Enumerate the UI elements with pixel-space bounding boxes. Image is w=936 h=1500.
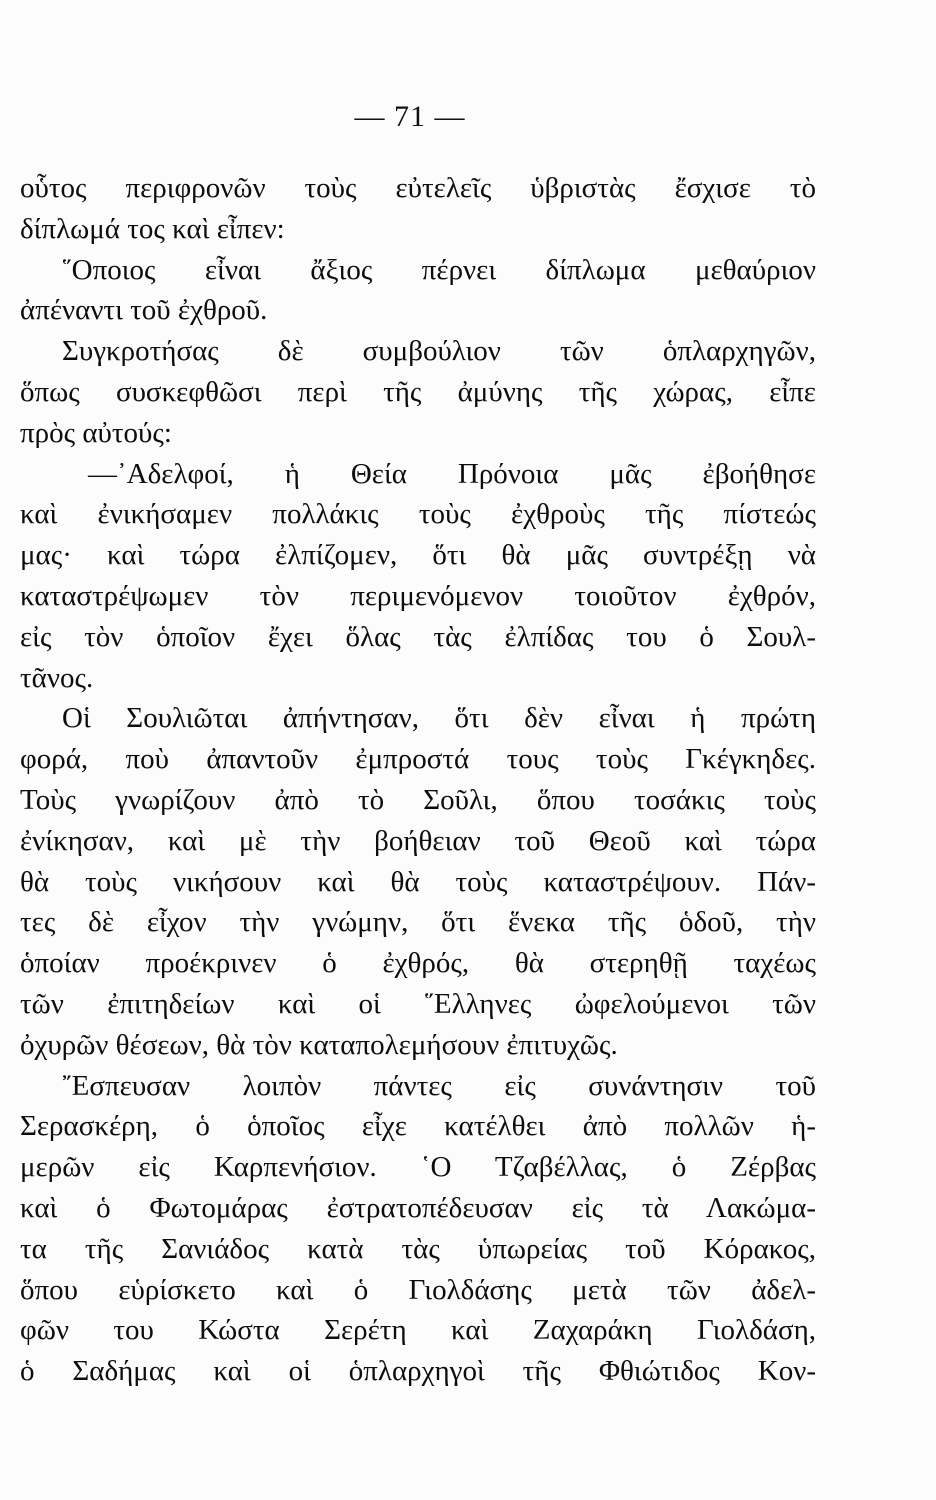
text-line: ὅπως συσκεφθῶσι περὶ τῆς ἀμύνης τῆς χώρας, εἶπε — [20, 375, 816, 408]
text-line: ἐνίκησαν, καὶ μὲ τὴν βοήθειαν τοῦ Θεοῦ καὶ τώρα — [20, 824, 816, 857]
text-line: ὁποίαν προέκρινεν ὁ ἐχθρός, θὰ στερηθῇ ταχέως — [20, 947, 816, 980]
text-line: πρὸς αὐτούς: — [20, 416, 172, 449]
text-line: εἰς τὸν ὁποῖον ἔχει ὅλας τὰς ἐλπίδας του ὁ Σουλ- — [20, 620, 816, 653]
text-line: φορά, ποὺ ἀπαντοῦν ἐμπροστά τους τοὺς Γκέγκηδες. — [20, 743, 816, 776]
text-line: —᾿Αδελφοί, ἡ Θεία Πρόνοια μᾶς ἐβοήθησε — [88, 457, 816, 490]
text-line: καταστρέψωμεν τὸν περιμενόμενον τοιοῦτον ἐχθρόν, — [20, 579, 816, 612]
text-line: ῎Εσπευσαν λοιπὸν πάντες εἰς συνάντησιν τοῦ — [62, 1069, 816, 1102]
text-line: ὁ Σαδήμας καὶ οἱ ὁπλαρχηγοὶ τῆς Φθιώτιδος Κον- — [20, 1355, 816, 1388]
text-line: ἀπέναντι τοῦ ἐχθροῦ. — [20, 294, 268, 327]
text-line: Οἱ Σουλιῶται ἀπήντησαν, ὅτι δὲν εἶναι ἡ πρώτη — [62, 702, 816, 735]
page-number: — 71 — — [354, 100, 466, 133]
text-line: οὗτος περιφρονῶν τοὺς εὐτελεῖς ὑβριστὰς ἔσχισε τὸ — [20, 172, 816, 204]
text-line: μας· καὶ τώρα ἐλπίζομεν, ὅτι θὰ μᾶς συντρέξῃ νὰ — [20, 539, 816, 572]
text-line: τα τῆς Σανιάδος κατὰ τὰς ὑπωρείας τοῦ Κόρακος, — [20, 1232, 816, 1265]
text-line: ὀχυρῶν θέσεων, θὰ τὸν καταπολεμήσουν ἐπιτυχῶς. — [20, 1028, 618, 1061]
text-line: Συγκροτήσας δὲ συμβούλιον τῶν ὁπλαρχηγῶν, — [62, 335, 816, 368]
text-line: φῶν του Κώστα Σερέτη καὶ Ζαχαράκη Γιολδάση, — [20, 1314, 816, 1347]
text-line: μερῶν εἰς Καρπενήσιον. ῾Ο Τζαβέλλας, ὁ Ζέρβας — [20, 1151, 816, 1184]
text-line: καὶ ἐνικήσαμεν πολλάκις τοὺς ἐχθροὺς τῆς πίστεώς — [20, 498, 816, 531]
text-line: δίπλωμά τος καὶ εἶπεν: — [20, 212, 285, 245]
text-line: τᾶνος. — [20, 661, 94, 694]
text-line: καὶ ὁ Φωτομάρας ἐστρατοπέδευσαν εἰς τὰ Λακώμα- — [20, 1191, 816, 1224]
text-line: Τοὺς γνωρίζουν ἀπὸ τὸ Σοῦλι, ὅπου τοσάκις τοὺς — [20, 783, 816, 816]
text-line: τῶν ἐπιτηδείων καὶ οἱ ῞Ελληνες ὠφελούμενοι τῶν — [20, 987, 816, 1020]
body-text — [20, 168, 816, 1392]
text-line: ὅπου εὑρίσκετο καὶ ὁ Γιολδάσης μετὰ τῶν ἀδελ- — [20, 1273, 816, 1306]
text-line: τες δὲ εἶχον τὴν γνώμην, ὅτι ἕνεκα τῆς ὁδοῦ, τὴν — [20, 906, 816, 939]
text-line: Σερασκέρη, ὁ ὁποῖος εἶχε κατέλθει ἀπὸ πολλῶν ἡ- — [20, 1110, 816, 1143]
text-line: θὰ τοὺς νικήσουν καὶ θὰ τοὺς καταστρέψουν. Πάν- — [20, 865, 816, 898]
text-line: ῞Οποιος εἶναι ἄξιος πέρνει δίπλωμα μεθαύριον — [62, 253, 816, 286]
